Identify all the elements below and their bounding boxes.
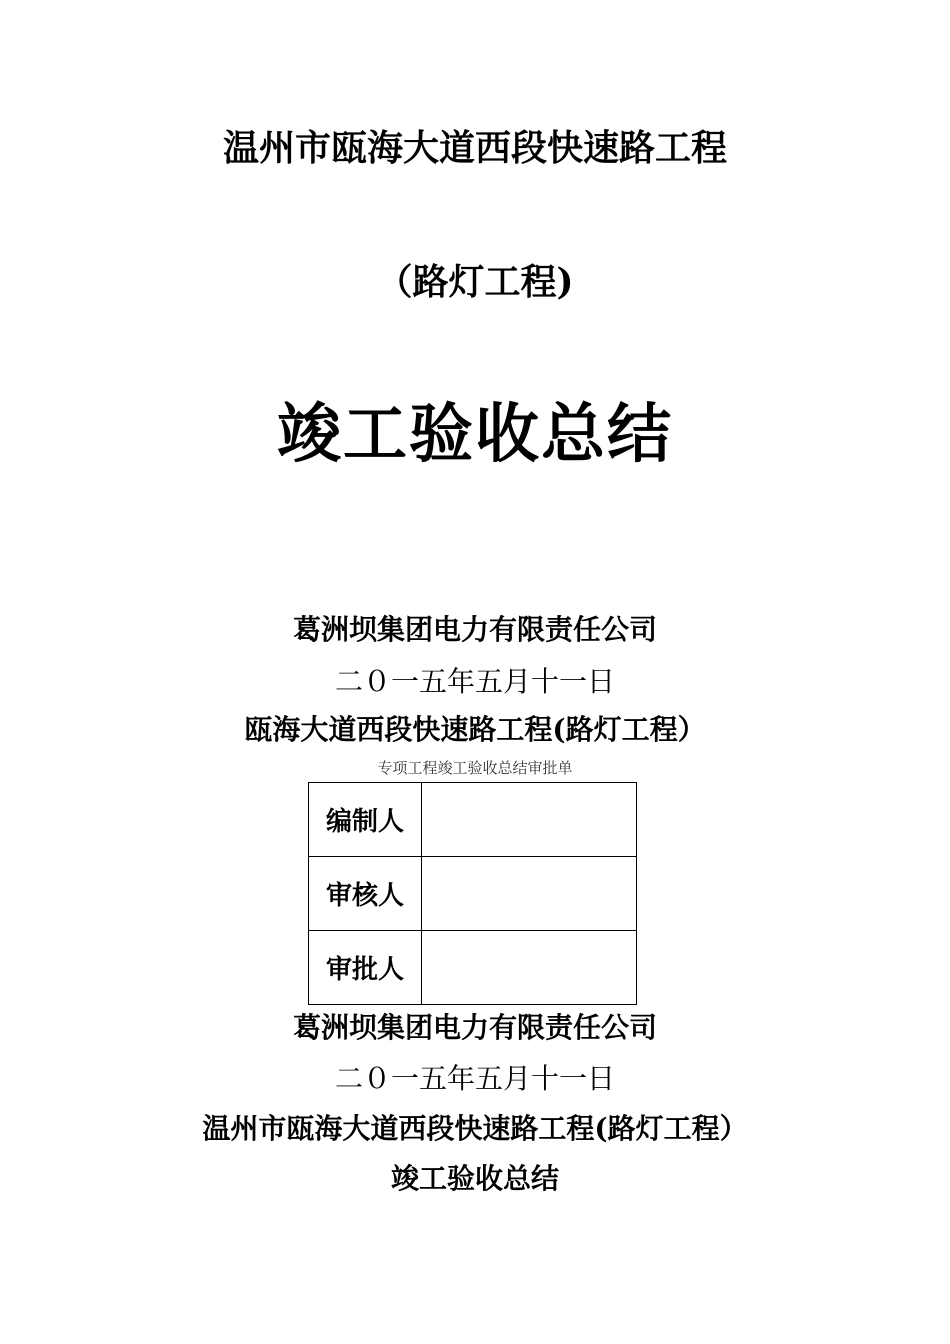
cover-title-line1: 温州市瓯海大道西段快速路工程 (222, 127, 727, 169)
compiler-label: 编制人 (309, 783, 422, 857)
approval-row-reviewer (309, 857, 637, 931)
document-date: 二０一五年五月十一日 (334, 665, 615, 698)
approval-form-title: 专项工程竣工验收总结审批单 (377, 759, 573, 777)
approval-row-compiler (309, 783, 637, 857)
summary-heading: 竣工验收总结 (390, 1162, 559, 1195)
reviewer-label: 审核人 (309, 857, 422, 931)
approver-label: 审批人 (309, 931, 422, 1005)
document-date-second: 二０一五年五月十一日 (334, 1062, 615, 1095)
cover-title-line2: （路灯工程) (376, 261, 574, 303)
compiler-value (422, 783, 637, 857)
reviewer-value (422, 857, 637, 931)
approval-table (308, 782, 637, 1005)
company-name-second: 葛洲坝集团电力有限责任公司 (292, 1011, 657, 1044)
project-name: 瓯海大道西段快速路工程(路灯工程） (244, 713, 706, 746)
company-name: 葛洲坝集团电力有限责任公司 (292, 613, 657, 646)
approver-value (422, 931, 637, 1005)
cover-main-title: 竣工验收总结 (277, 397, 673, 472)
approval-row-approver (309, 931, 637, 1005)
project-name-second: 温州市瓯海大道西段快速路工程(路灯工程） (202, 1112, 748, 1145)
